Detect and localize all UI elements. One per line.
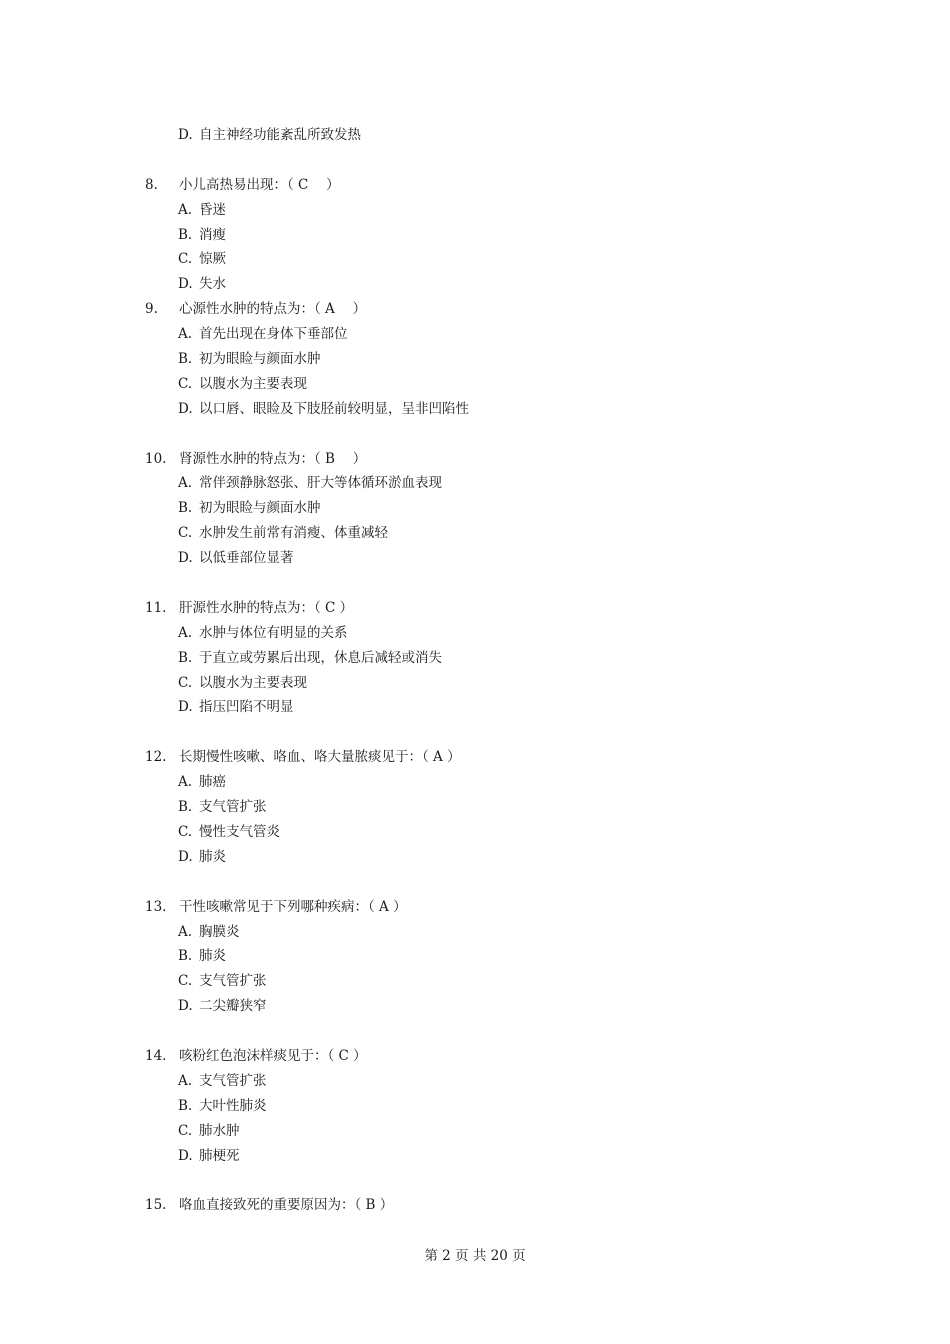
option-line — [145, 646, 845, 671]
option-text: 自主神经功能紊乱所致发热 — [199, 127, 361, 143]
option-label: D. — [178, 1147, 193, 1164]
option-label: A. — [178, 326, 193, 343]
option-text: 水肿发生前常有消瘦、体重减轻 — [199, 525, 388, 542]
option-line — [145, 198, 845, 223]
option-line — [145, 695, 845, 720]
option-label: A. — [178, 1072, 193, 1089]
option-label: A. — [178, 923, 193, 940]
question-line — [145, 596, 845, 621]
option-line — [145, 820, 845, 845]
question-line — [145, 297, 845, 322]
option-line — [145, 770, 845, 795]
option-line — [145, 546, 845, 571]
option-label: D. — [178, 276, 193, 293]
question-block — [145, 447, 845, 571]
option-text: 支气管扩张 — [199, 973, 267, 990]
option-text: 大叶性肺炎 — [199, 1097, 267, 1114]
option-label: A. — [178, 201, 193, 218]
option-label: A. — [178, 475, 193, 492]
question-block — [145, 745, 845, 869]
question-list — [145, 123, 845, 1218]
option-label: B. — [178, 799, 193, 816]
option-label: B. — [178, 500, 193, 517]
option-line — [145, 471, 845, 496]
option-line — [145, 1069, 845, 1094]
option-line — [145, 1144, 845, 1169]
option-line — [145, 322, 845, 347]
option-label: B. — [178, 948, 193, 965]
question-text: 肾源性水肿的特点为：（ B ） — [179, 450, 367, 467]
question-block — [145, 1193, 845, 1218]
question-number: 13. — [145, 898, 167, 915]
question-text: 心源性水肿的特点为：（ A ） — [179, 301, 367, 318]
option-text: 二尖瓣狭窄 — [199, 998, 267, 1015]
option-line — [145, 621, 845, 646]
option-line — [145, 372, 845, 397]
question-number: 10. — [145, 450, 167, 467]
option-text: 肺炎 — [199, 848, 226, 865]
option-line — [145, 969, 845, 994]
option-label: D. — [178, 699, 193, 716]
question-block — [145, 895, 845, 1019]
option-text: 以口唇、眼睑及下肢胫前较明显，呈非凹陷性 — [199, 400, 469, 417]
option-label: B. — [178, 351, 193, 368]
blank-line — [145, 148, 845, 173]
question-text: 肝源性水肿的特点为：（ C ） — [179, 599, 354, 616]
question-text: 小儿高热易出现：（ C ） — [179, 176, 340, 193]
option-line — [145, 795, 845, 820]
blank-line — [145, 1168, 845, 1193]
question-number: 15. — [145, 1197, 167, 1214]
option-line — [145, 1119, 845, 1144]
blank-line — [145, 720, 845, 745]
option-text: 肺癌 — [199, 774, 226, 791]
option-text: 首先出现在身体下垂部位 — [199, 326, 348, 343]
question-number: 9. — [145, 301, 158, 318]
option-label: C. — [178, 525, 193, 542]
question-line — [145, 173, 845, 198]
option-line — [145, 223, 845, 248]
option-line — [145, 1094, 845, 1119]
option-line — [145, 247, 845, 272]
option-label: C. — [178, 1122, 193, 1139]
option-text: 以腹水为主要表现 — [199, 375, 307, 392]
option-label: A. — [178, 624, 193, 641]
option-text: 以腹水为主要表现 — [199, 674, 307, 691]
option-label: C. — [178, 674, 193, 691]
question-line — [145, 895, 845, 920]
blank-line — [145, 422, 845, 447]
option-label: B. — [178, 649, 193, 666]
question-line — [145, 1193, 845, 1218]
question-text: 咳粉红色泡沫样痰见于：（ C ） — [179, 1047, 367, 1064]
blank-line — [145, 1019, 845, 1044]
option-text: 肺炎 — [199, 948, 226, 965]
option-line — [145, 920, 845, 945]
option-line — [145, 994, 845, 1019]
option-label: B. — [178, 1097, 193, 1114]
option-text: 指压凹陷不明显 — [199, 699, 294, 716]
option-text: 支气管扩张 — [199, 799, 267, 816]
option-text: 常伴颈静脉怒张、肝大等体循环淤血表现 — [199, 475, 442, 492]
option-label: D. — [178, 550, 193, 567]
option-line — [145, 671, 845, 696]
option-label: C. — [178, 375, 193, 392]
option-text: 惊厥 — [199, 251, 226, 268]
option-line — [145, 944, 845, 969]
option-text: 水肿与体位有明显的关系 — [199, 624, 348, 641]
option-label: C. — [178, 251, 193, 268]
question-block — [145, 173, 845, 297]
option-label: B. — [178, 226, 193, 243]
option-line — [145, 272, 845, 297]
option-text: 以低垂部位显著 — [199, 550, 294, 567]
question-line — [145, 1044, 845, 1069]
blank-line — [145, 870, 845, 895]
question-number: 14. — [145, 1047, 167, 1064]
question-text: 咯血直接致死的重要原因为：（ B ） — [179, 1197, 394, 1214]
option-line — [145, 496, 845, 521]
option-line — [145, 347, 845, 372]
option-label: D. — [178, 400, 193, 417]
question-number: 12. — [145, 749, 167, 766]
option-text: 于直立或劳累后出现，休息后减轻或消失 — [199, 649, 442, 666]
option-label: C. — [178, 973, 193, 990]
option-label: D. — [178, 127, 193, 143]
option-line — [145, 521, 845, 546]
question-block — [145, 1044, 845, 1168]
page-footer: 第 2 页 共 20 页 — [424, 1248, 526, 1264]
question-line — [145, 745, 845, 770]
question-text: 干性咳嗽常见于下列哪种疾病：（ A ） — [179, 898, 407, 915]
option-text: 支气管扩张 — [199, 1072, 267, 1089]
option-line — [145, 397, 845, 422]
option-line — [145, 845, 845, 870]
option-text: 初为眼睑与颜面水肿 — [199, 351, 321, 368]
option-text: 消瘦 — [199, 226, 226, 243]
question-block — [145, 297, 845, 421]
option-label: D. — [178, 848, 193, 865]
option-line — [145, 123, 845, 148]
option-text: 失水 — [199, 276, 226, 293]
option-text: 昏迷 — [199, 201, 226, 218]
question-block — [145, 596, 845, 720]
option-text: 慢性支气管炎 — [199, 823, 280, 840]
option-text: 肺水肿 — [199, 1122, 240, 1139]
option-text: 胸膜炎 — [199, 923, 240, 940]
question-line — [145, 447, 845, 472]
option-text: 肺梗死 — [199, 1147, 240, 1164]
option-text: 初为眼睑与颜面水肿 — [199, 500, 321, 517]
blank-line — [145, 571, 845, 596]
question-number: 8. — [145, 176, 158, 193]
question-text: 长期慢性咳嗽、咯血、咯大量脓痰见于：（ A ） — [179, 749, 461, 766]
question-number: 11. — [145, 599, 167, 616]
option-label: A. — [178, 774, 193, 791]
option-label: C. — [178, 823, 193, 840]
option-label: D. — [178, 998, 193, 1015]
